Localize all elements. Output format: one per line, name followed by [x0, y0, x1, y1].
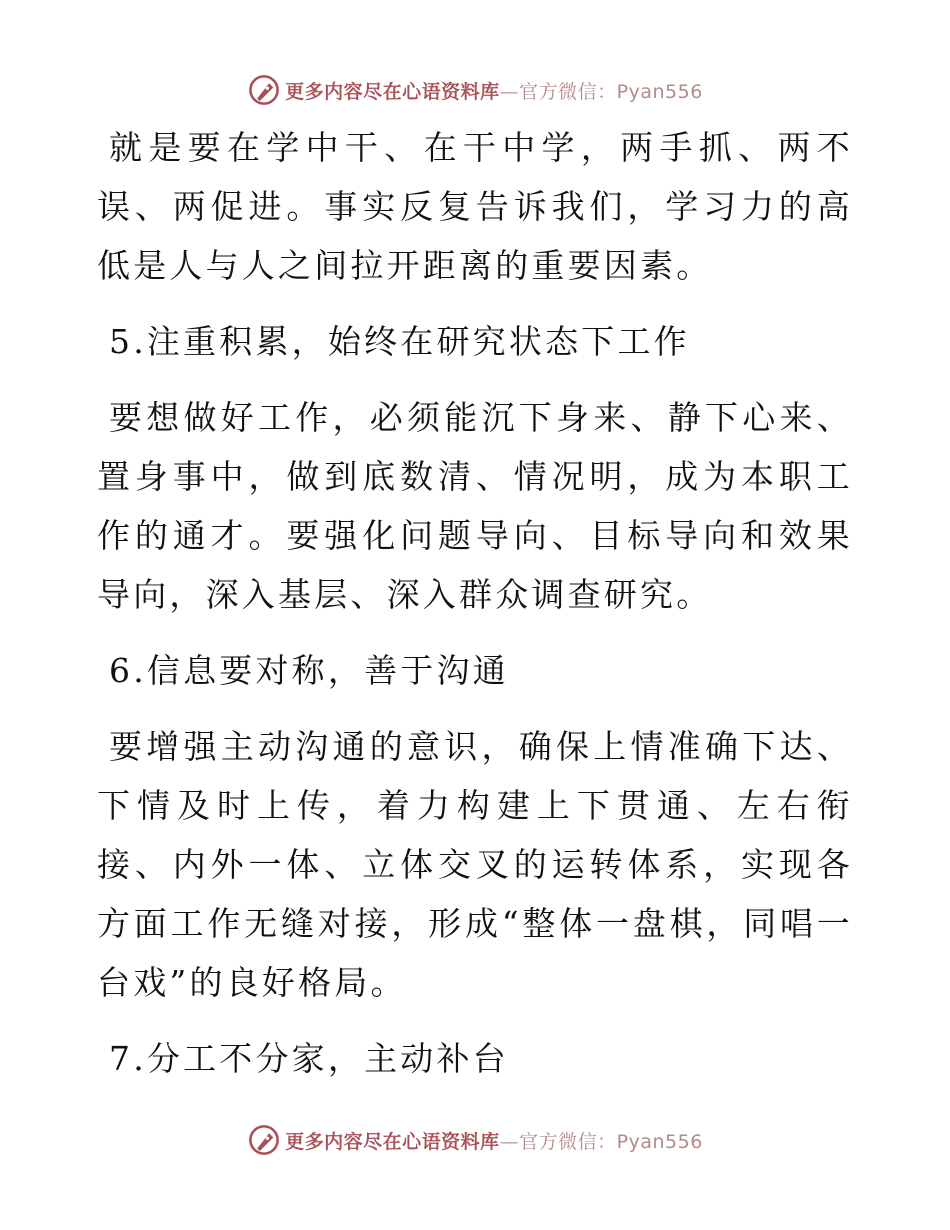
section-heading-6: 6.信息要对称，善于沟通 — [109, 651, 509, 690]
watermark-text — [285, 1127, 703, 1154]
watermark-brand: 更多内容尽在心语资料库 — [285, 1130, 500, 1153]
watermark-brand: 更多内容尽在心语资料库 — [285, 80, 500, 103]
document-body — [97, 118, 853, 1105]
watermark-text — [285, 77, 703, 104]
pen-nib-circle-icon — [247, 1123, 281, 1157]
watermark-dash: — — [499, 80, 520, 103]
paragraph-section-5: 要想做好工作，必须能沉下身来、静下心来、置身事中，做到底数清、情况明，成为本职工作的通才。要强化问题导向、目标导向和效果导向，深入基层、深入群众调查研究。 — [97, 398, 853, 614]
watermark-dash: — — [499, 1130, 520, 1153]
header-watermark — [0, 70, 950, 110]
watermark-contact: 官方微信：Pyan556 — [519, 1130, 703, 1153]
section-heading-5: 5.注重积累，始终在研究状态下工作 — [109, 322, 690, 361]
pen-nib-circle-icon — [247, 73, 281, 107]
watermark-contact: 官方微信：Pyan556 — [519, 80, 703, 103]
paragraph-section-6: 要增强主动沟通的意识，确保上情准确下达、下情及时上传，着力构建上下贯通、左右衔接、内外一体、立体交叉的运转体系，实现各方面工作无缝对接，形成“整体一盘棋，同唱一台戏”的良好格局。 — [97, 727, 853, 1002]
footer-watermark — [0, 1120, 950, 1160]
paragraph-continuation: 就是要在学中干、在干中学，两手抓、两不误、两促进。事实反复告诉我们，学习力的高低是人与人之间拉开距离的重要因素。 — [97, 128, 853, 285]
section-heading-7: 7.分工不分家，主动补台 — [109, 1039, 509, 1078]
